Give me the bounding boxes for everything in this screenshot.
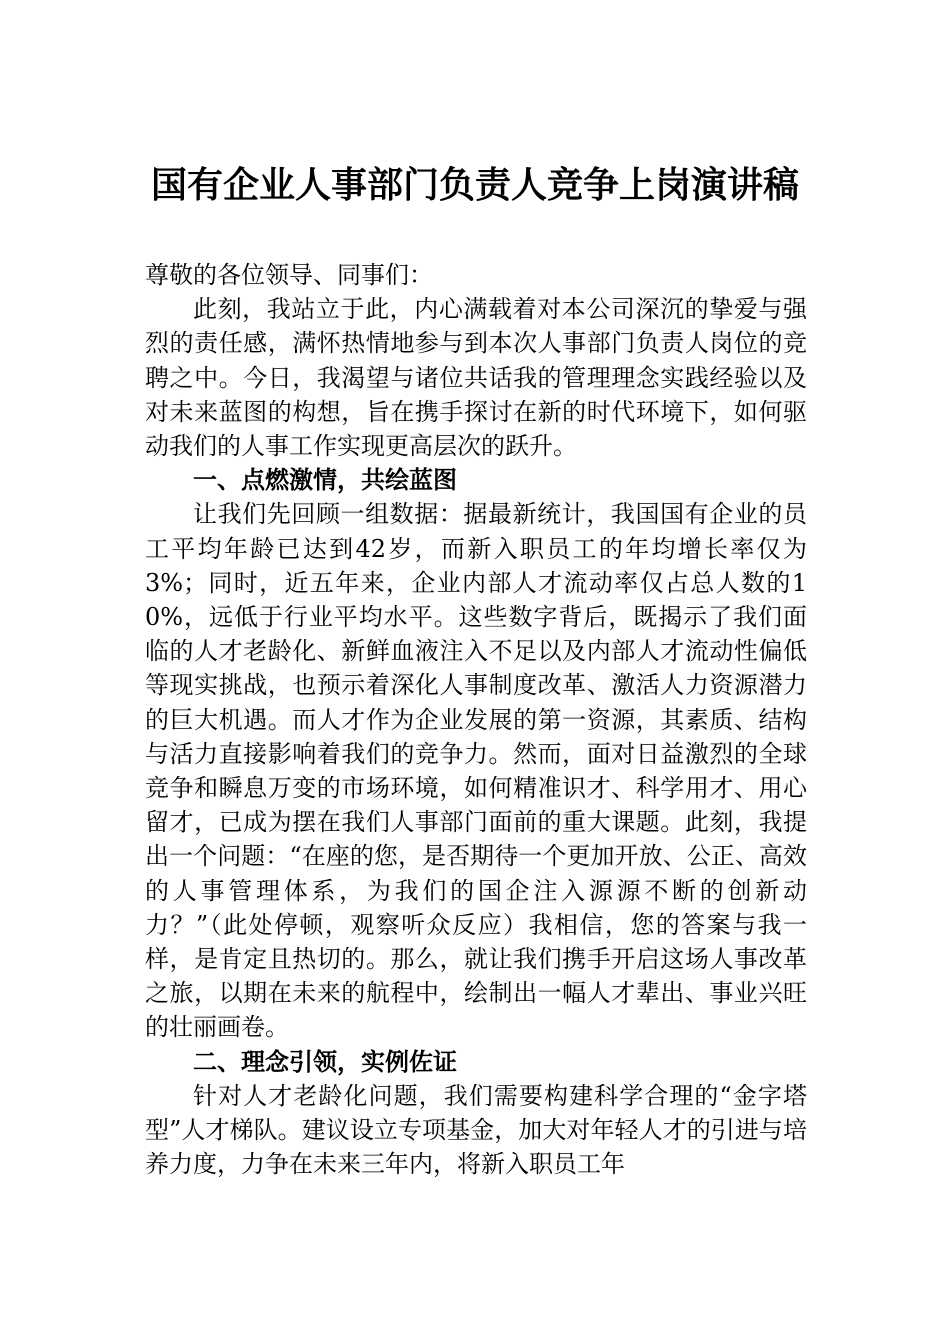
document-title: 国有企业人事部门负责人竞争上岗演讲稿 <box>150 164 799 206</box>
document-body <box>145 258 807 1181</box>
section-heading-2: 二、理念引领，实例佐证 <box>193 1047 457 1076</box>
paragraph-section-1: 让我们先回顾一组数据：据最新统计，我国国有企业的员工平均年龄已达到42岁，而新入职员工的年均增长率仅为3%；同时，近五年来，企业内部人才流动率仅占总人数的10%，远低于行业平均水平。这些数字背后，既揭示了我们面临的人才老龄化、新鲜血液注入不足以及内部人才流动性偏低等现实挑战，也预示着深化人事制度改革、激活人力资源潜力的巨大机遇。而人才作为企业发展的第一资源，其素质、结构与活力直接影响着我们的竞争力。然而，面对日益激烈的全球竞争和瞬息万变的市场环境，如何精准识才、科学用才、用心留才，已成为摆在我们人事部门面前的重大课题。此刻，我提出一个问题：“在座的您，是否期待一个更加开放、公正、高效的人事管理体系，为我们的国企注入源源不断的创新动力？”（此处停顿，观察听众反应）我相信，您的答案与我一样，是肯定且热切的。那么，就让我们携手开启这场人事改革之旅，以期在未来的航程中，绘制出一幅人才辈出、事业兴旺的壮丽画卷。 <box>145 500 807 1042</box>
paragraph-intro: 此刻，我站立于此，内心满载着对本公司深沉的挚爱与强烈的责任感，满怀热情地参与到本次人事部门负责人岗位的竞聘之中。今日，我渴望与诸位共话我的管理理念实践经验以及对未来蓝图的构想，旨在携手探讨在新的时代环境下，如何驱动我们的人事工作实现更高层次的跃升。 <box>145 295 807 461</box>
paragraph-section-2: 针对人才老龄化问题，我们需要构建科学合理的“金字塔型”人才梯队。建议设立专项基金，加大对年轻人才的引进与培养力度，力争在未来三年内，将新入职员工年 <box>145 1081 807 1179</box>
section-heading-1: 一、点燃激情，共绘蓝图 <box>193 466 457 495</box>
salutation: 尊敬的各位领导、同事们： <box>145 261 433 289</box>
